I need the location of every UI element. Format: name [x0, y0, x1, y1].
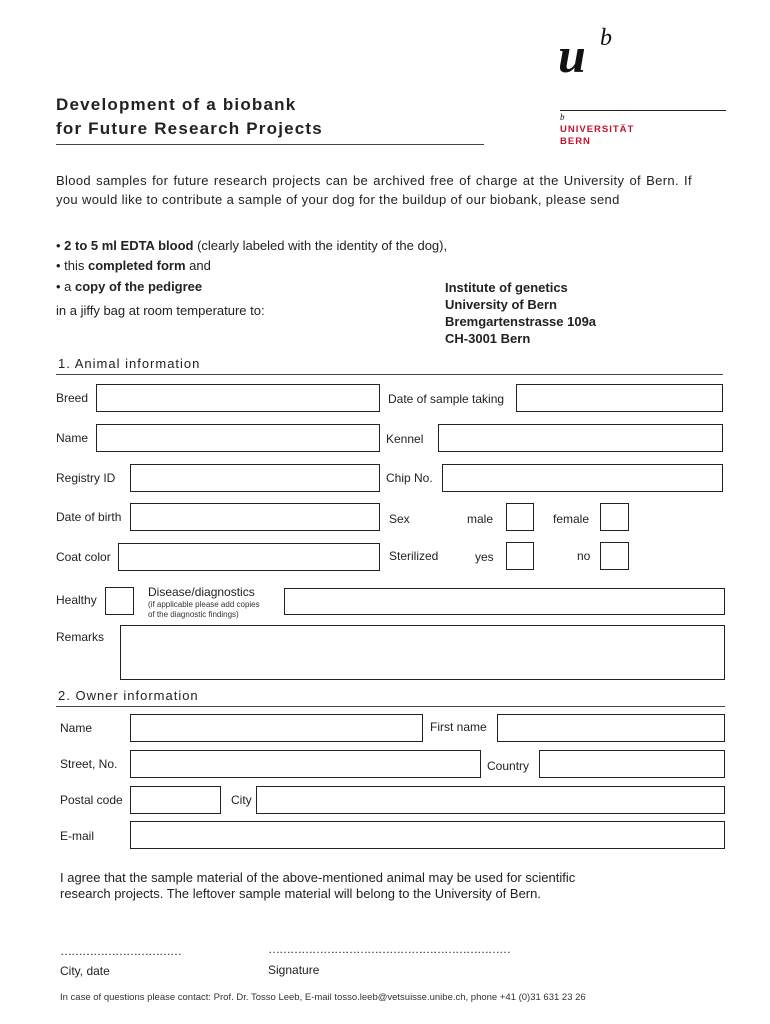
sterilized-label: Sterilized [389, 549, 439, 563]
agreement-text: I agree that the sample material of the above-mentioned animal may be used for scientific research projects. The leftover sample material will belong to the University of Bern. [60, 870, 576, 901]
bullet-2: • this completed form and [56, 258, 211, 273]
page-title-line2: for Future Research Projects [56, 119, 323, 138]
email-input[interactable] [130, 821, 725, 849]
section-owner-heading: 2. Owner information [58, 688, 199, 703]
first-name-input[interactable] [497, 714, 725, 742]
no-label: no [577, 549, 591, 563]
logo-line2: BERN [560, 136, 591, 147]
healthy-checkbox[interactable] [105, 587, 134, 615]
dob-input[interactable] [130, 503, 380, 531]
name-label: Name [56, 431, 89, 445]
healthy-label: Healthy [56, 593, 97, 607]
remarks-input[interactable] [120, 625, 725, 680]
city-label: City [231, 793, 252, 807]
disease-note: (if applicable please add copies of the diagnostic findings) [148, 600, 260, 619]
footer-contact: In case of questions please contact: Prof. Dr. Tosso Leeb, E-mail tosso.leeb@vetsuisse.unibe.ch, phone +41 (0)31 631 23 26 [60, 992, 586, 1003]
sterilized-no-checkbox[interactable] [600, 542, 629, 570]
intro-text: Blood samples for future research projects can be archived free of charge at the University of Bern. If you would like to contribute a sample of your dog for the buildup of our biobank, please send [56, 173, 692, 207]
street-input[interactable] [130, 750, 481, 778]
disease-input[interactable] [284, 588, 725, 615]
female-label: female [553, 512, 590, 526]
owner-name-input[interactable] [130, 714, 423, 742]
coat-input[interactable] [118, 543, 380, 571]
logo-small-b: b [560, 112, 565, 122]
first-name-label: First name [430, 720, 487, 734]
logo-b: b [600, 25, 612, 51]
street-label: Street, No. [60, 757, 118, 771]
breed-label: Breed [56, 391, 89, 405]
bullet-1: • 2 to 5 ml EDTA blood (clearly labeled with the identity of the dog), [56, 238, 448, 253]
email-label: E-mail [60, 829, 95, 843]
kennel-input[interactable] [438, 424, 723, 452]
city-date-line[interactable]: …………………………… [60, 944, 181, 958]
title-divider [56, 144, 484, 145]
page-title-line1: Development of a biobank [56, 95, 297, 114]
section-animal-heading: 1. Animal information [58, 356, 201, 371]
registry-input[interactable] [130, 464, 380, 492]
country-label: Country [487, 759, 530, 773]
country-input[interactable] [539, 750, 725, 778]
chip-label: Chip No. [386, 471, 433, 485]
male-label: male [467, 512, 494, 526]
chip-input[interactable] [442, 464, 723, 492]
owner-name-label: Name [60, 721, 93, 735]
city-input[interactable] [256, 786, 725, 814]
postal-label: Postal code [60, 793, 123, 807]
coat-label: Coat color [56, 550, 111, 564]
university-logo [558, 26, 728, 151]
signature-label: Signature [268, 963, 320, 977]
signature-line[interactable]: ………………………………………………………… [268, 942, 510, 956]
female-checkbox[interactable] [600, 503, 629, 531]
postal-input[interactable] [130, 786, 221, 814]
date-sample-input[interactable] [516, 384, 723, 412]
city-date-label: City, date [60, 964, 110, 978]
logo-line1: UNIVERSITÄT [560, 124, 635, 135]
disease-label: Disease/diagnostics [148, 585, 255, 599]
bullet-3: • a copy of the pedigree [56, 279, 203, 294]
kennel-label: Kennel [386, 432, 424, 446]
yes-label: yes [475, 550, 494, 564]
logo-u: u [558, 27, 586, 83]
remarks-label: Remarks [56, 630, 105, 644]
breed-input[interactable] [96, 384, 380, 412]
animal-name-input[interactable] [96, 424, 380, 452]
registry-label: Registry ID [56, 471, 116, 485]
male-checkbox[interactable] [506, 503, 534, 531]
sex-label: Sex [389, 512, 410, 526]
date-sample-label: Date of sample taking [388, 392, 505, 406]
address-block: Institute of genetics University of Bern Bremgartenstrasse 109a CH-3001 Bern [445, 280, 597, 346]
dob-label: Date of birth [56, 510, 122, 524]
sterilized-yes-checkbox[interactable] [506, 542, 534, 570]
ship-text: in a jiffy bag at room temperature to: [56, 303, 265, 318]
